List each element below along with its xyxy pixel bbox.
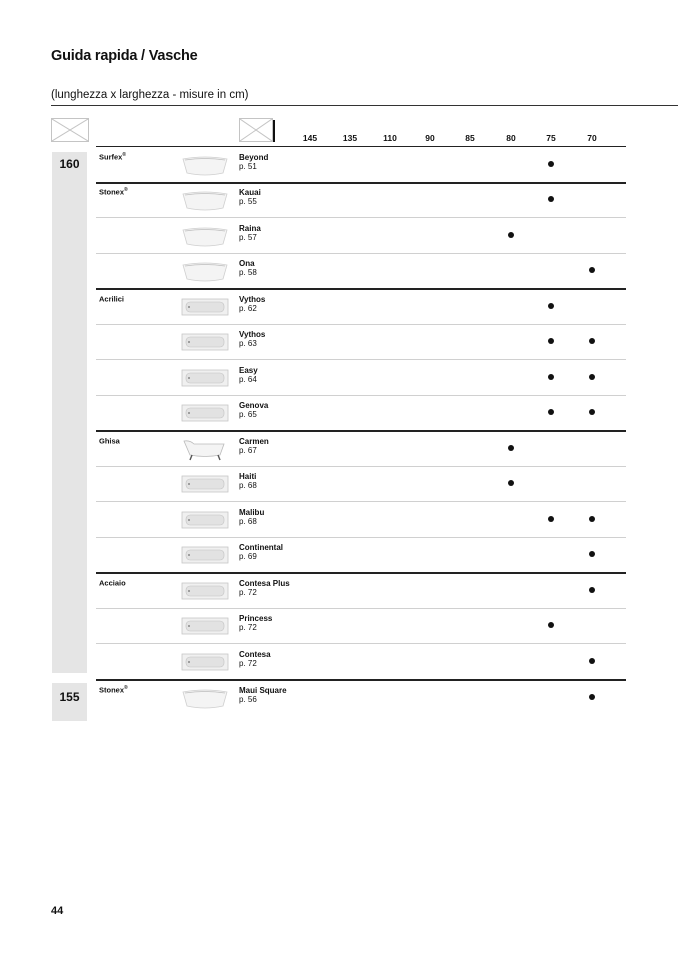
availability-dot-75 [548, 622, 554, 628]
column-header-90: 90 [425, 133, 435, 143]
availability-dot-75 [548, 409, 554, 415]
category-name: Acciaio [99, 578, 126, 588]
freestanding-tub-icon [180, 152, 230, 178]
model-name: Beyond [239, 153, 269, 162]
availability-dot-70 [589, 338, 595, 344]
column-divider [273, 120, 275, 142]
model-name: Maui Square [239, 686, 287, 695]
availability-dot-75 [548, 338, 554, 344]
model-name: Vythos [239, 295, 266, 304]
page-number: 44 [51, 905, 64, 917]
row-divider [96, 501, 626, 502]
model-name: Princess [239, 614, 273, 623]
model-page-ref: p. 72 [239, 623, 257, 632]
row-divider [96, 182, 626, 184]
built-in-tub-icon [180, 542, 230, 568]
page-subtitle: (lunghezza x larghezza - misure in cm) [51, 89, 249, 101]
category-label [99, 685, 128, 695]
availability-dot-70 [589, 374, 595, 380]
model-page-ref: p. 65 [239, 410, 257, 419]
model-name: Haiti [239, 472, 257, 481]
availability-dot-70 [589, 694, 595, 700]
column-header-75: 75 [546, 133, 556, 143]
availability-dot-70 [589, 658, 595, 664]
availability-dot-80 [508, 480, 514, 486]
availability-dot-80 [508, 232, 514, 238]
model-name: Genova [239, 401, 269, 410]
freestanding-tub-icon [180, 187, 230, 213]
model-name: Raina [239, 224, 261, 233]
row-divider [96, 217, 626, 218]
built-in-tub-icon [180, 329, 230, 355]
built-in-tub-icon [180, 649, 230, 675]
model-page-ref: p. 69 [239, 552, 257, 561]
availability-dot-70 [589, 587, 595, 593]
freestanding-tub-icon [180, 223, 230, 249]
model-name: Kauai [239, 188, 261, 197]
built-in-tub-icon [180, 294, 230, 320]
availability-dot-75 [548, 161, 554, 167]
category-name: Acrilici [99, 294, 125, 304]
built-in-tub-icon [180, 507, 230, 533]
clawfoot-tub-icon [180, 436, 230, 462]
row-divider [96, 324, 626, 325]
built-in-tub-icon [180, 613, 230, 639]
availability-dot-75 [548, 303, 554, 309]
image-placeholder-icon [51, 118, 89, 142]
size-label: 155 [59, 690, 80, 704]
category-label [99, 187, 128, 197]
availability-dot-70 [589, 409, 595, 415]
availability-dot-80 [508, 445, 514, 451]
availability-dot-75 [548, 374, 554, 380]
model-page-ref: p. 72 [239, 659, 257, 668]
category-label [99, 578, 126, 588]
model-name: Ona [239, 259, 255, 268]
row-divider [96, 359, 626, 360]
column-header-110: 110 [383, 133, 397, 143]
built-in-tub-icon [180, 400, 230, 426]
model-name: Carmen [239, 437, 269, 446]
row-divider [96, 537, 626, 538]
row-divider [96, 679, 626, 681]
model-page-ref: p. 67 [239, 446, 257, 455]
model-page-ref: p. 55 [239, 197, 257, 206]
model-page-ref: p. 56 [239, 695, 257, 704]
freestanding-tub-icon [180, 258, 230, 284]
size-band-160 [52, 152, 87, 673]
model-page-ref: p. 72 [239, 588, 257, 597]
category-label [99, 294, 124, 304]
availability-dot-70 [589, 551, 595, 557]
registered-mark: ® [122, 152, 127, 158]
page-title: Guida rapida / Vasche [51, 48, 198, 64]
category-name: Stonex [99, 685, 125, 695]
column-header-85: 85 [465, 133, 475, 143]
image-placeholder-icon [239, 118, 273, 142]
availability-dot-70 [589, 516, 595, 522]
model-name: Malibu [239, 508, 265, 517]
category-name: Stonex [99, 187, 125, 197]
availability-dot-75 [548, 516, 554, 522]
table-header-rule [96, 146, 626, 147]
header-rule [51, 105, 678, 106]
column-header-145: 145 [302, 133, 318, 143]
registered-mark: ® [124, 187, 128, 193]
built-in-tub-icon [180, 578, 230, 604]
model-page-ref: p. 62 [239, 304, 257, 313]
row-divider [96, 572, 626, 574]
row-divider [96, 430, 626, 432]
row-divider [96, 395, 626, 396]
model-page-ref: p. 51 [239, 162, 257, 171]
row-divider [96, 288, 626, 290]
model-page-ref: p. 68 [239, 517, 257, 526]
category-name: Surfex [99, 152, 123, 162]
column-header-80: 80 [506, 133, 516, 143]
availability-dot-70 [589, 267, 595, 273]
row-divider [96, 253, 626, 254]
category-label [99, 152, 126, 162]
model-name: Contesa [239, 650, 271, 659]
model-name: Contesa Plus [239, 579, 290, 588]
row-divider [96, 608, 626, 609]
availability-dot-75 [548, 196, 554, 202]
built-in-tub-icon [180, 365, 230, 391]
model-name: Continental [239, 543, 283, 552]
model-page-ref: p. 58 [239, 268, 257, 277]
model-page-ref: p. 63 [239, 339, 257, 348]
category-name: Ghisa [99, 436, 120, 446]
model-name: Easy [239, 366, 258, 375]
model-page-ref: p. 64 [239, 375, 257, 384]
column-header-135: 135 [342, 133, 358, 143]
registered-mark: ® [124, 685, 128, 691]
size-label: 160 [59, 157, 80, 171]
freestanding-tub-icon [180, 685, 230, 711]
built-in-tub-icon [180, 471, 230, 497]
model-name: Vythos [239, 330, 266, 339]
column-header-70: 70 [587, 133, 597, 143]
row-divider [96, 643, 626, 644]
row-divider [96, 466, 626, 467]
category-label [99, 436, 120, 446]
model-page-ref: p. 57 [239, 233, 257, 242]
model-page-ref: p. 68 [239, 481, 257, 490]
